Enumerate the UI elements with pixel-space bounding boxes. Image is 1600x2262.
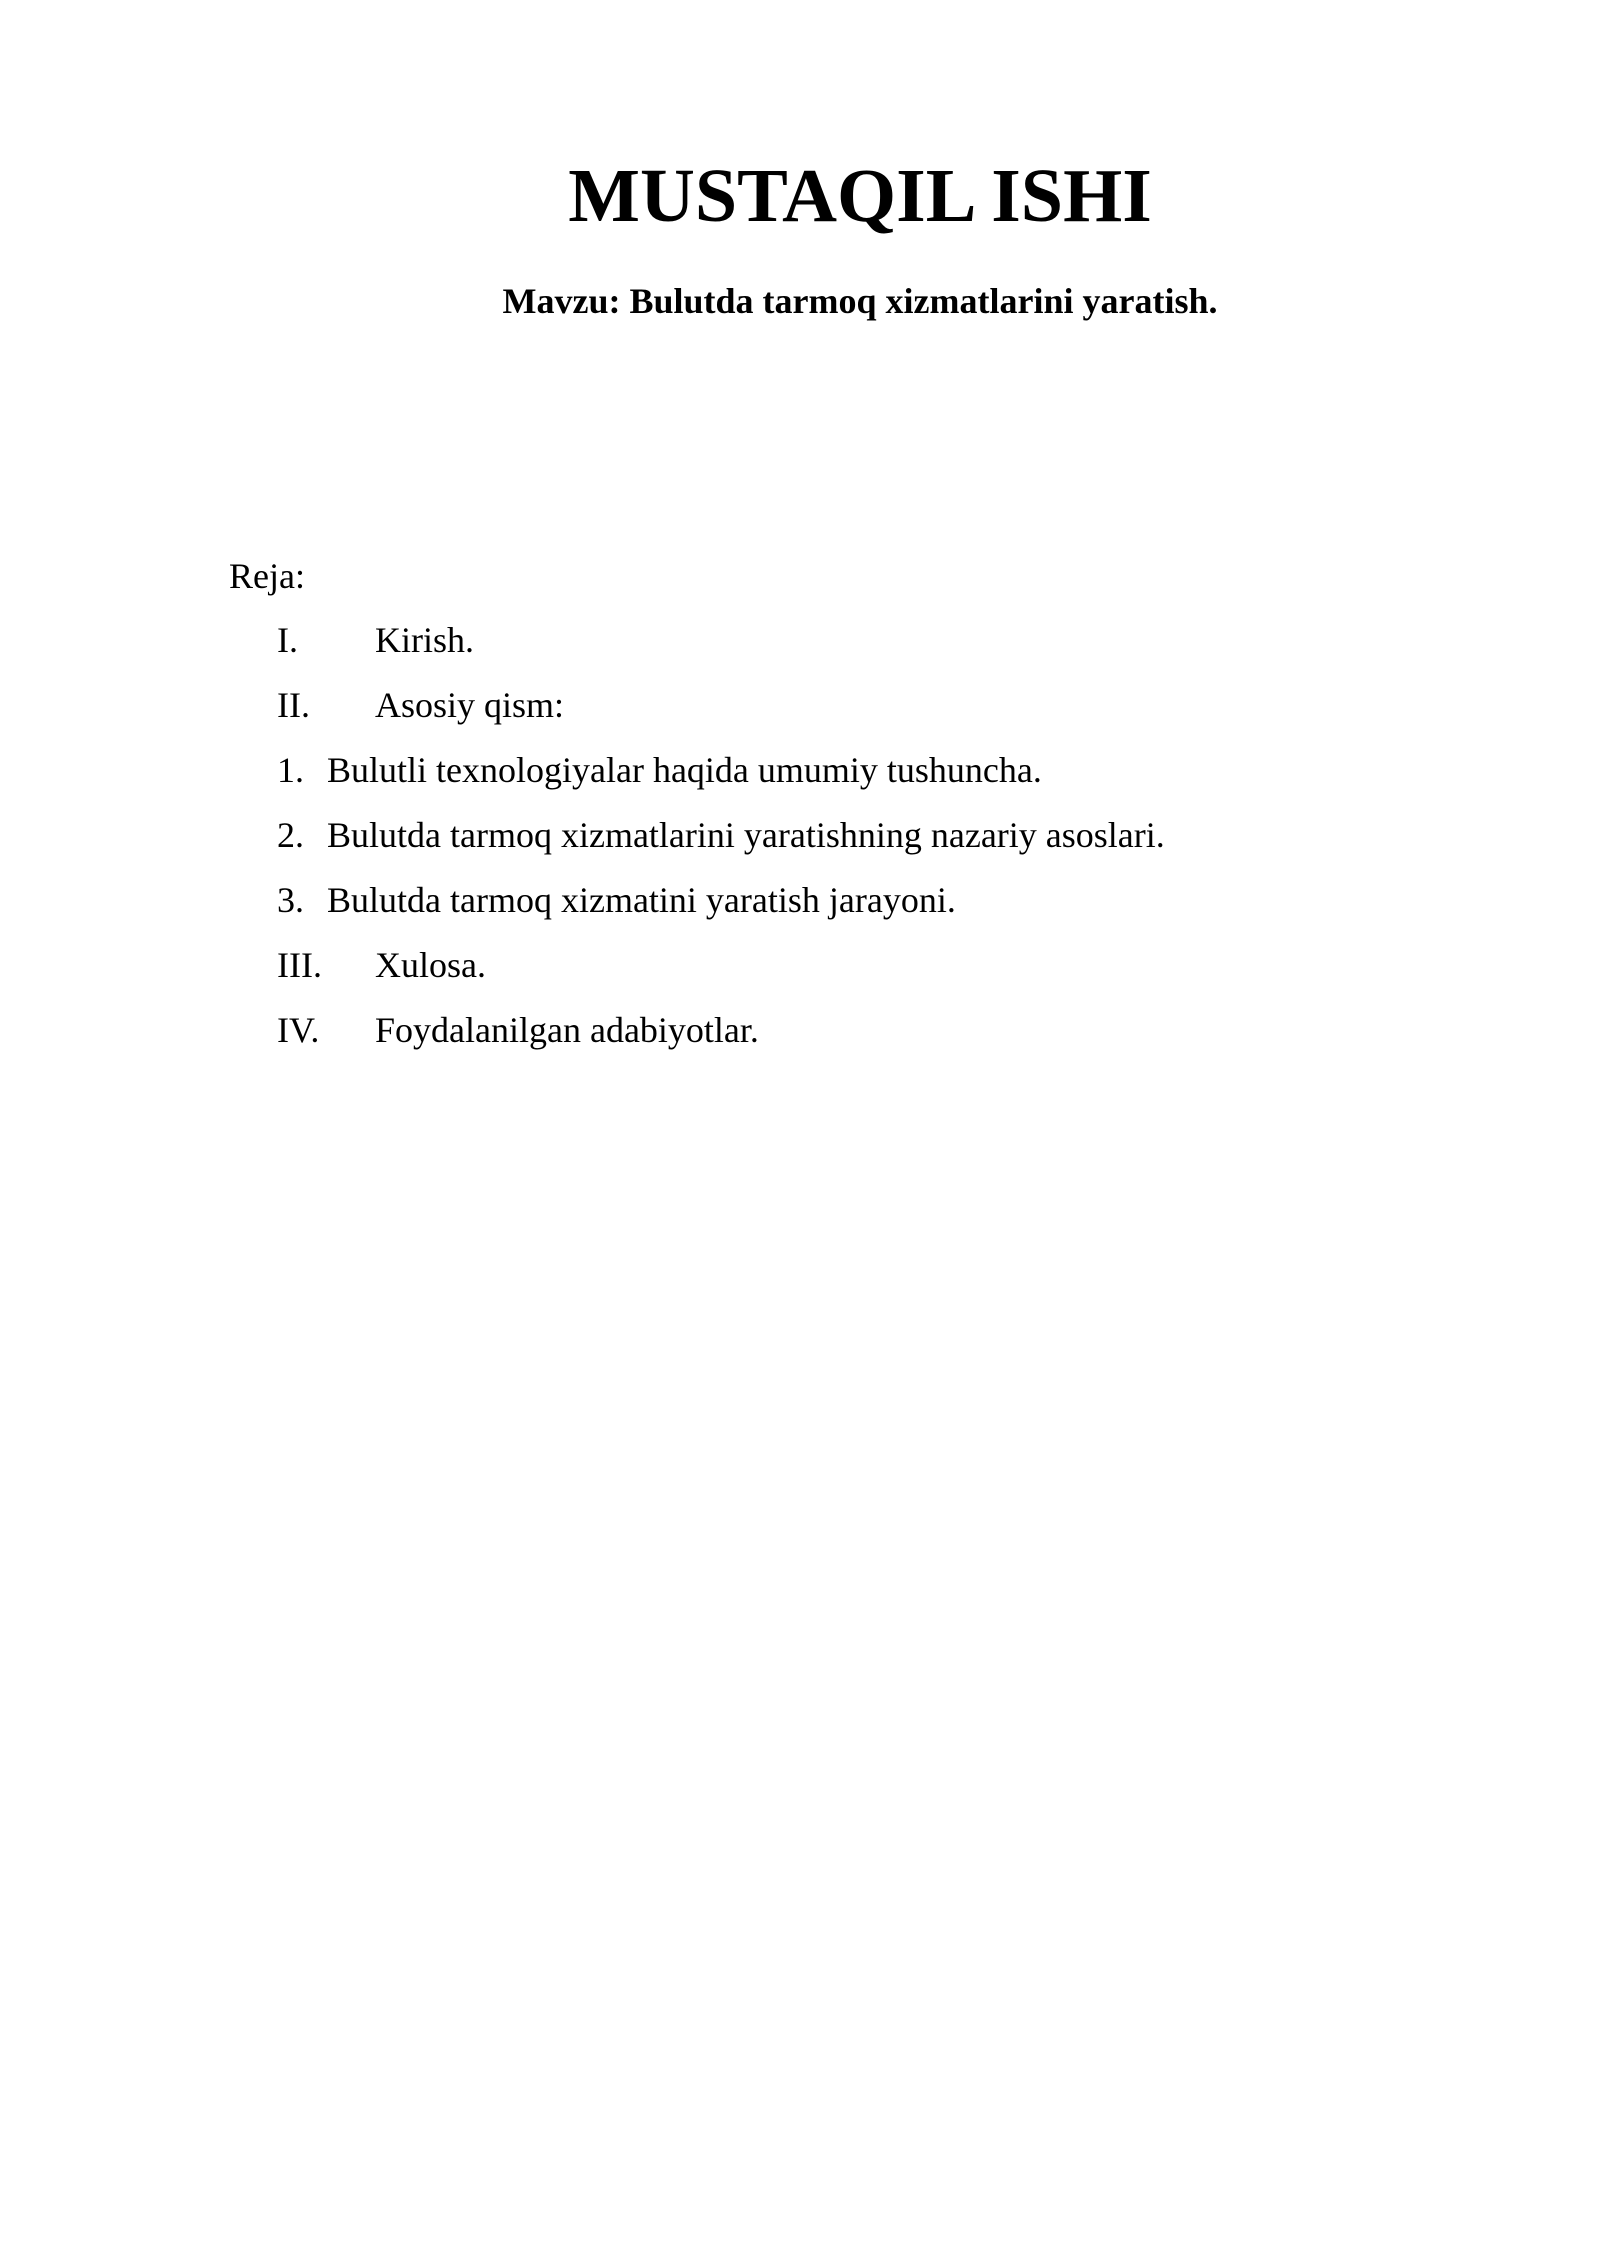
plan-item-marker: 3. [277, 880, 304, 920]
plan-item-text: Foydalanilgan adabiyotlar. [375, 1010, 759, 1050]
plan-item-marker: IV. [277, 1010, 320, 1050]
plan-item-references [277, 1012, 759, 1048]
plan-item-text: Bulutda tarmoq xizmatlarini yaratishning nazariy asoslari. [327, 815, 1165, 855]
plan-item-conclusion [277, 947, 486, 983]
plan-subitem-1 [277, 752, 1042, 788]
plan-heading: Reja: [229, 556, 305, 596]
plan-item-marker: I. [277, 620, 298, 660]
plan-item-text: Bulutli texnologiyalar haqida umumiy tushuncha. [327, 750, 1042, 790]
plan-item-marker: 1. [277, 750, 304, 790]
plan-item-text: Kirish. [375, 620, 474, 660]
plan-item-main-part [277, 687, 564, 723]
plan-item-marker: II. [277, 685, 310, 725]
plan-item-marker: III. [277, 945, 322, 985]
plan-item-text: Xulosa. [375, 945, 486, 985]
plan-item-text: Asosiy qism: [375, 685, 565, 725]
plan-item-introduction [277, 622, 474, 658]
plan-item-text: Bulutda tarmoq xizmatini yaratish jarayoni. [327, 880, 956, 920]
page-title: MUSTAQIL ISHI [568, 154, 1152, 238]
plan-subitem-2 [277, 817, 1165, 853]
plan-subitem-3 [277, 882, 956, 918]
topic-subtitle: Mavzu: Bulutda tarmoq xizmatlarini yaratish. [502, 281, 1218, 321]
plan-item-marker: 2. [277, 815, 304, 855]
